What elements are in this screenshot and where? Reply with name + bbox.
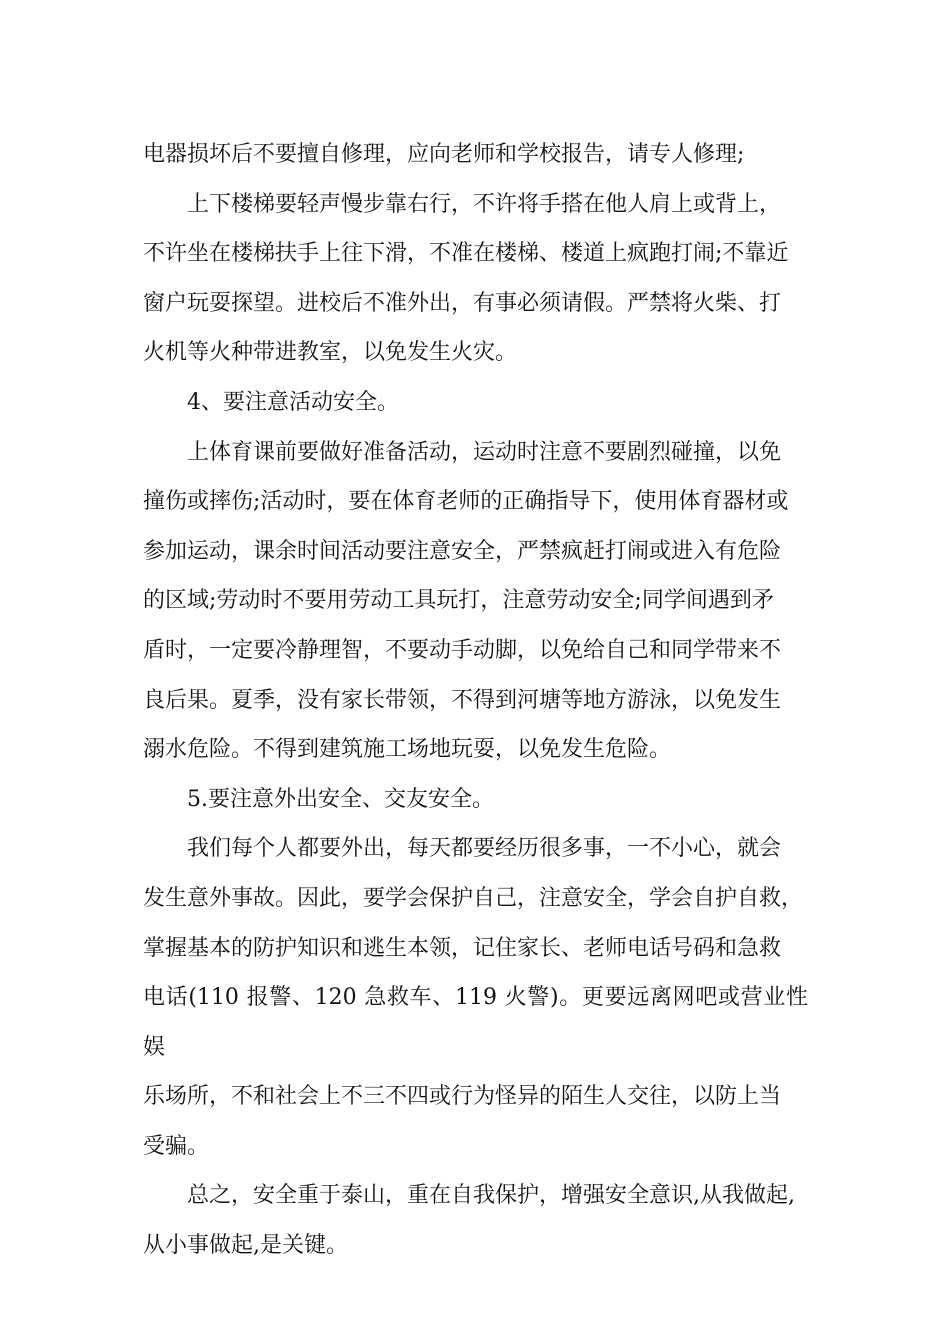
paragraph-conclusion: 总之，安全重于泰山，重在自我保护，增强安全意识,从我做起, 从小事做起,是关键。 bbox=[143, 1183, 795, 1259]
paragraph-3: 上体育课前要做好准备活动，运动时注意不要剧烈碰撞，以免 撞伤或摔伤;活动时，要在体育老师的正确指导下，使用体育器材或 参加运动，课余时间活动要注意安全，严禁疯赶打闹或进入有危险 的区域;劳动时不要用劳动工具玩打，注意劳动安全;同学间遇到矛 盾时，一定要冷静理智，不要动手动脚，以免给自己和同学带来不 良后果。夏季，没有家长带领，不得到河塘等地方游泳，以免发生 溺水危险。不得到建筑施工场地玩耍，以免发生危险。 bbox=[143, 439, 789, 763]
paragraph-1: 电器损坏后不要擅自修理，应向老师和学校报告，请专人修理; bbox=[143, 142, 745, 167]
document-body bbox=[143, 130, 808, 1271]
section-heading-5: 5.要注意外出安全、交友安全。 bbox=[187, 786, 494, 812]
section-heading-4: 4、要注意活动安全。 bbox=[187, 389, 399, 415]
paragraph-4: 我们每个人都要外出，每天都要经历很多事，一不小心，就会 发生意外事故。因此，要学会保护自己，注意安全，学会自护自救， 掌握基本的防护知识和逃生本领，记住家长、老师电话号码和急救 电话(110 报警、120 急救车、119 火警)。更要远离网吧或营业性娱 乐场所，不和社会上不三不四或行为怪异的陌生人交往，以防上当 受骗。 bbox=[143, 836, 808, 1159]
paragraph-2: 上下楼梯要轻声慢步靠右行，不许将手搭在他人肩上或背上， 不许坐在楼梯扶手上往下滑，不准在楼梯、楼道上疯跑打闹;不靠近 窗户玩耍探望。进校后不准外出，有事必须请假。严禁将火柴、打 火机等火种带进教室，以免发生火灾。 bbox=[143, 191, 789, 366]
